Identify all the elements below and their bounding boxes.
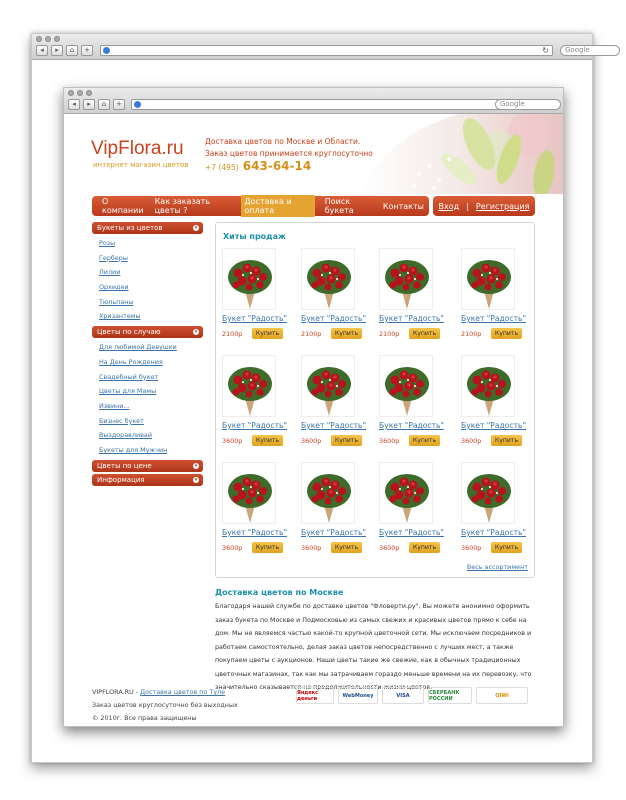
home-button[interactable]: ⌂ [98,99,110,110]
article-title: Доставка цветов по Москве [215,588,344,597]
product-price: 3600р [379,543,400,552]
payment-logos [296,687,528,704]
close-dot[interactable] [68,90,74,96]
nav-buttons [68,99,125,110]
product-price: 2100р [379,329,400,338]
payment-logo: VISA [382,687,424,704]
phone-number: 643-64-14 [242,159,312,173]
product-name-link[interactable]: Букет "Радость" [379,314,444,323]
product-card [301,355,381,446]
product-name-link[interactable]: Букет "Радость" [301,421,366,430]
product-price: 3600р [301,543,322,552]
sidebar-section-header[interactable] [92,474,203,486]
back-button[interactable]: ◂ [68,99,80,110]
product-image[interactable] [301,462,355,524]
close-dot[interactable] [36,36,42,42]
product-card [379,355,459,446]
sidebar-item[interactable]: Букеты для Мужчин [99,445,168,454]
sidebar-item[interactable]: Хризантемы [99,312,141,321]
price-row [461,542,541,553]
sidebar-item[interactable]: На День Рождения [99,357,163,366]
product-image[interactable] [461,355,515,417]
back-button[interactable]: ◂ [36,45,48,56]
buy-button[interactable]: Купить [331,542,362,553]
product-card [461,355,541,446]
register-link[interactable]: Регистрация [475,201,530,211]
footer-line-2: Заказ цветов круглосуточно без выходных [92,701,238,709]
globe-icon [103,47,110,54]
product-price: 2100р [222,329,243,338]
sidebar-item[interactable]: Розы [99,239,116,247]
price-row [379,435,459,446]
sidebar-item[interactable]: Свадебный букет [99,372,159,381]
minimize-dot[interactable] [45,36,51,42]
price-row [379,542,459,553]
web-page [64,114,563,726]
product-name-link[interactable]: Букет "Радость" [461,314,526,323]
reload-icon[interactable]: ↻ [542,46,549,55]
product-image[interactable] [379,355,433,417]
product-card [379,462,459,553]
sidebar-item[interactable]: Тюльпаны [99,297,134,306]
bouquet-image [302,356,356,418]
sidebar-item[interactable]: Цветы для Мамы [99,387,157,396]
sidebar-item[interactable]: Лилии [99,268,121,277]
product-card [222,355,302,446]
product-price: 2100р [461,329,482,338]
product-price: 3600р [461,436,482,445]
phone [205,159,311,173]
header-info [205,136,373,160]
zoom-dot[interactable] [54,36,60,42]
sidebar-item[interactable]: Для любимой Девушки [99,343,177,352]
search-field[interactable]: Google [495,99,561,110]
inner-toolbar [64,88,563,114]
buy-button[interactable]: Купить [331,435,362,446]
hero-lilies-image [359,114,563,194]
outer-toolbar [32,34,592,60]
forward-button[interactable]: ▸ [83,99,95,110]
login-separator: | [466,201,469,211]
payment-logo: Яндекс деньги [296,687,334,704]
price-row [301,542,381,553]
address-bar[interactable] [131,99,551,110]
sidebar [92,222,203,488]
phone-prefix: +7 (495) [205,163,239,172]
sidebar-section-header[interactable] [92,222,203,234]
product-card [222,462,302,553]
buy-button[interactable]: Купить [252,435,283,446]
product-name-link[interactable]: Букет "Радость" [222,528,287,537]
product-card [379,248,459,339]
footer [92,686,238,725]
menu-item[interactable]: О компании [102,197,144,215]
footer-line-3: © 2010г. Все права защищены [92,714,197,722]
chevron-down-icon: ▾ [194,462,198,469]
header-line-1: Доставка цветов по Москве и Области. [205,137,361,146]
main-menu [92,196,429,216]
bouquet-image [302,249,356,311]
address-bar[interactable] [100,45,553,56]
product-price: 3600р [461,543,482,552]
footer-line-1 [92,686,238,699]
price-row [461,328,541,339]
product-price: 3600р [379,436,400,445]
product-image[interactable] [379,248,433,310]
payment-logo: СБЕРБАНК РОССИИ [428,687,472,704]
chevron-down-icon: ▾ [194,329,198,336]
bouquet-image [380,249,434,311]
sidebar-item[interactable]: Орхидеи [99,283,129,292]
product-price: 3600р [222,436,243,445]
bouquet-image [302,463,356,525]
sidebar-item[interactable]: Выздоравливай [99,431,152,440]
sidebar-section-title: Букеты из цветов [97,224,163,232]
product-name-link[interactable]: Букет "Радость" [379,528,444,537]
hits-title: Хиты продаж [223,232,286,241]
payment-logo: QIWI [476,687,528,704]
bouquet-image [462,249,516,311]
product-name-link[interactable]: Букет "Радость" [301,314,366,323]
price-row [222,435,302,446]
inner-browser-window [63,87,564,727]
product-price: 3600р [222,543,243,552]
bouquet-image [462,356,516,418]
product-image[interactable] [461,248,515,310]
sidebar-section-header[interactable] [92,460,203,472]
buy-button[interactable]: Купить [252,328,283,339]
product-image[interactable] [301,355,355,417]
login-link[interactable]: Вход [438,201,460,211]
site-tagline: интернет магазин цветов [93,161,189,169]
buy-button[interactable]: Купить [409,435,440,446]
product-card [222,248,302,339]
product-image[interactable] [379,462,433,524]
bouquet-image [223,463,277,525]
product-card [301,248,381,339]
site-logo[interactable]: VipFlora.ru [91,138,184,159]
product-image[interactable] [222,355,276,417]
minimize-dot[interactable] [77,90,83,96]
price-row [222,542,302,553]
footer-link[interactable]: Доставка цветов по Туле [140,688,226,696]
window-controls [68,90,92,96]
product-image[interactable] [222,248,276,310]
buy-button[interactable]: Купить [409,542,440,553]
bouquet-image [223,356,277,418]
home-button[interactable]: ⌂ [66,45,78,56]
price-row [301,435,381,446]
bouquet-image [380,463,434,525]
add-bookmark-button[interactable]: + [113,99,125,110]
product-name-link[interactable]: Букет "Радость" [222,421,287,430]
sidebar-item[interactable]: Извини... [99,401,130,410]
chevron-down-icon: ▾ [194,476,198,483]
menu-item[interactable]: Доставка и оплата [241,195,314,217]
product-card [461,248,541,339]
product-card [301,462,381,553]
sidebar-item[interactable]: Бизнес букет [99,416,144,425]
menu-item[interactable]: Контакты [382,201,424,211]
hits-box [215,222,535,578]
sidebar-section-title: Цветы по цене [97,461,152,470]
price-row [379,328,459,339]
zoom-dot[interactable] [86,90,92,96]
product-name-link[interactable]: Букет "Радость" [222,314,287,323]
product-name-link[interactable]: Букет "Радость" [461,421,526,430]
bouquet-image [380,356,434,418]
header-line-2: Заказ цветов принимается круглосуточно [205,149,373,158]
buy-button[interactable]: Купить [331,328,362,339]
login-bar [433,196,535,216]
menu-item[interactable]: Поиск букета [324,197,354,215]
sidebar-section-title: Цветы по случаю [97,328,161,337]
buy-button[interactable]: Купить [252,542,283,553]
product-card [461,462,541,553]
product-image[interactable] [222,462,276,524]
globe-icon [134,101,141,108]
forward-button[interactable]: ▸ [51,45,63,56]
nav-buttons [36,45,93,56]
price-row [461,435,541,446]
bouquet-image [462,463,516,525]
add-bookmark-button[interactable]: + [81,45,93,56]
all-products-link[interactable]: Весь ассортимент [466,563,528,571]
buy-button[interactable]: Купить [409,328,440,339]
article-text: Благодаря нашей службе по доставке цветов "Фловерти.ру", Вы можете анонимно оформить заказ букета по Москве и Подмосковью из самых свежих и красивых цветов прямо к себе на дом. Мы не являемся частью какой-то крупной цветочной сети. Мы исключаем посредников и работаем самостоятельно, делая заказ цветов непосредственно с лучших мест, а также покупаем цветы с аукционов. Наши цветы такие же свежие, как в обычных традиционных цветочных магазинах, так как мы затрачиваем гораздо меньше времени на их перевозку, что значительно сказывается на продолжительности жизни цветов. [215,603,532,691]
window-controls [36,36,60,42]
product-name-link[interactable]: Букет "Радость" [301,528,366,537]
payment-logo: WebMoney [338,687,378,704]
product-name-link[interactable]: Букет "Радость" [379,421,444,430]
buy-button[interactable]: Купить [491,542,522,553]
product-image[interactable] [301,248,355,310]
product-image[interactable] [461,462,515,524]
sidebar-section-header[interactable] [92,326,203,338]
footer-site: VIPFLORA.RU - [92,688,139,696]
menu-item[interactable]: Как заказать цветы ? [154,197,210,215]
search-field[interactable]: Google [560,45,620,56]
product-name-link[interactable]: Букет "Радость" [461,528,526,537]
product-price: 3600р [301,436,322,445]
chevron-down-icon: ▾ [194,225,198,231]
product-price: 2100р [301,329,322,338]
buy-button[interactable]: Купить [491,328,522,339]
price-row [222,328,302,339]
bouquet-image [223,249,277,311]
price-row [301,328,381,339]
sidebar-section-title: Информация [97,475,145,484]
sidebar-item[interactable]: Герберы [99,253,128,262]
buy-button[interactable]: Купить [491,435,522,446]
